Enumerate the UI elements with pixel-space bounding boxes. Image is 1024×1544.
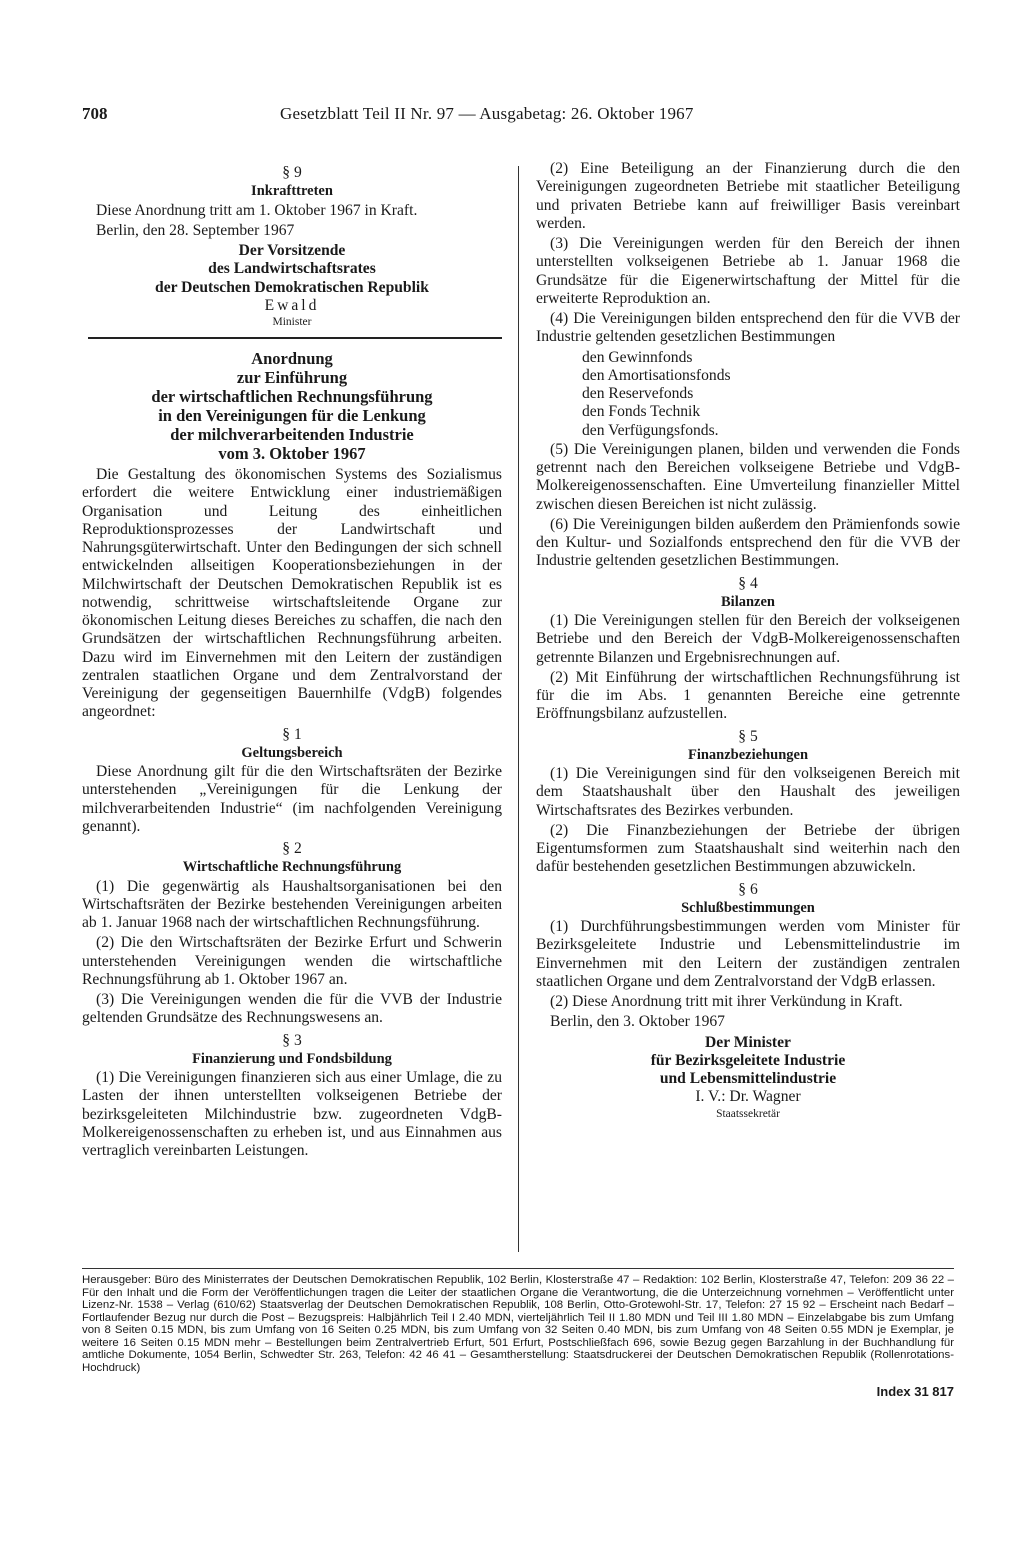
left-column <box>82 160 502 1162</box>
signer-line: Der Minister <box>705 1033 791 1051</box>
page-number: 708 <box>82 104 108 123</box>
paragraph: Diese Anordnung tritt am 1. Oktober 1967 in Kraft. <box>96 201 418 219</box>
section-number: § 6 <box>738 880 758 898</box>
section-number: § 1 <box>282 725 302 743</box>
paragraph: (1) Die Vereinigungen stellen für den Bereich der volkseigenen Betriebe und den Bereich der VdgB-Molkereigenossenschaften getrennte Bilanzen und Ergebnisrechnungen auf. <box>536 612 960 666</box>
paragraph: (5) Die Vereinigungen planen, bilden und verwenden die Fonds getrennt nach den Bereichen volkseigene Betriebe und VdgB-Molkereigenossenschaften. Eine Umverteilung finanzieller Mittel zwischen diesen Bereichen ist nicht zulässig. <box>536 440 960 513</box>
right-column <box>536 160 960 1121</box>
paragraph: (2) Die Finanzbeziehungen der Betriebe der übrigen Eigentumsformen zum Staatshaushalt sind weiterhin nach den dafür bestehenden gesetzlichen Bestimmungen abzuwickeln. <box>536 821 960 876</box>
paragraph: (1) Die Vereinigungen sind für den volkseigenen Bereich mit dem Staatshaushalt über den Haushalt des jeweiligen Wirtschaftsrates des Bezirkes verbunden. <box>536 765 960 819</box>
section-number: § 3 <box>282 1031 302 1049</box>
paragraph: (3) Die Vereinigungen werden für den Bereich der ihnen unterstellten volkseigenen Betriebe ab 1. Januar 1968 die Grundsätze für die Eigenerwirtschaftung der Mittel für die erweiterte Reproduktion an. <box>536 235 960 307</box>
place-date: Berlin, den 3. Oktober 1967 <box>550 1013 725 1031</box>
paragraph: (4) Die Vereinigungen bilden entsprechend den für die VVB der Industrie geltenden gesetzlichen Bestimmungen <box>536 310 960 346</box>
section-title: Finanzbeziehungen <box>687 746 809 763</box>
list-item: den Amortisationsfonds <box>582 366 731 384</box>
running-title: Gesetzblatt Teil II Nr. 97 — Ausgabetag: 26. Oktober 1967 <box>280 104 694 123</box>
paragraph: (2) Diese Anordnung tritt mit ihrer Verkündung in Kraft. <box>550 993 903 1010</box>
title-line: der milchverarbeitenden Industrie <box>170 425 414 444</box>
signer-line: des Landwirtschaftsrates <box>208 260 376 278</box>
document-title <box>82 349 502 463</box>
index-code: Index 31 817 <box>876 1384 954 1399</box>
section-title: Inkrafttreten <box>251 183 333 200</box>
separator-rule <box>88 337 502 339</box>
signer-line: für Bezirksgeleitete Industrie <box>650 1051 846 1069</box>
paragraph: (1) Die gegenwärtig als Haushaltsorganisationen bei den Wirtschaftsräten der Bezirke bestehenden Vereinigungen arbeiten ab 1. Januar 1968 nach der wirtschaftlichen Rechnungsführung. <box>82 877 502 931</box>
section-number: § 4 <box>738 574 758 592</box>
paragraph: (2) Eine Beteiligung an der Finanzierung durch die den Vereinigungen zugeordneten Betriebe mit staatlicher Beteiligung und privaten Betriebe kann auf freiwilliger Basis vereinbart werden. <box>536 160 960 232</box>
list-item: den Fonds Technik <box>582 403 701 421</box>
paragraph: (6) Die Vereinigungen bilden außerdem den Prämienfonds sowie den Kultur- und Sozialfonds entsprechend den für die VVB der Industrie geltenden gesetzlichen Bestimmungen. <box>536 515 960 570</box>
column-divider <box>518 166 519 1252</box>
signer-role: Minister <box>272 316 312 328</box>
title-line: Anordnung <box>251 349 333 368</box>
section-title: Wirtschaftliche Rechnungsführung <box>182 859 402 876</box>
section-title: Schlußbestimmungen <box>681 899 815 916</box>
place-date: Berlin, den 28. September 1967 <box>96 221 295 239</box>
section-title: Geltungsbereich <box>241 744 343 761</box>
preamble: Die Gestaltung des ökonomischen Systems des Sozialismus erfordert die weitere Entwicklung einer industriemäßigen Organisation und Leitung des einheitlichen Reproduktionsprozesses der Landwirtschaft und Nahrungsgüterwirtschaft. Unter den Bedingungen der sich schnell entwickelnden allseitigen Kooperationsbeziehungen in der Milchwirtschaft der Deutschen Demokratischen Republik ist es notwendig, schrittweise wirtschaftsleitende Organe zur ökonomischen Leitung dieses Bereiches zu schaffen, die nach den Grundsätzen der wirtschaftlichen Rechnungsführung arbeiten. Dazu wird im Einvernehmen mit den Leitern der zuständigen zentralen staatlichen Organe und dem Zentralvorstand der Vereinigung der gegenseitigen Bauernhilfe (VdgB) folgendes angeordnet: <box>82 466 502 721</box>
list-item: den Reservefonds <box>582 385 694 402</box>
title-line: der wirtschaftlichen Rechnungsführung <box>151 387 433 406</box>
signer-line: und Lebensmittelindustrie <box>659 1070 837 1087</box>
paragraph: (3) Die Vereinigungen wenden die für die VVB der Industrie geltenden Grundsätze des Rechnungswesens an. <box>82 991 502 1027</box>
fund-list <box>582 349 960 440</box>
signer-name: Ewald <box>264 296 320 314</box>
paragraph: Diese Anordnung gilt für die den Wirtschaftsräten der Bezirke unterstehenden „Vereinigungen für die Lenkung der milchverarbeitenden Industrie“ (im nachfolgenden Vereinigung genannt). <box>82 763 502 835</box>
section-title: Bilanzen <box>721 593 775 610</box>
paragraph: (1) Durchführungsbestimmungen werden vom Minister für Bezirksgeleitete Industrie und Lebensmittelindustrie im Einvernehmen mit den Leitern der zuständigen zentralen staatlichen Organe und dem Zentralvorstand der VdgB erlassen. <box>536 918 960 990</box>
signer-name: I. V.: Dr. Wagner <box>695 1088 801 1106</box>
section-number: § 9 <box>282 164 302 181</box>
imprint: Herausgeber: Büro des Ministerrates der Deutschen Demokratischen Republik, 102 Berlin, Klosterstraße 47 – Redaktion: 102 Berlin, Klosterstraße 47, Telefon: 209 36 22 – Für den Inhalt und die Form der Veröffentlichungen tragen die Leiter der staatlichen Organe die Verantwortung, die die Unterzeichnung vornehmen – Veröffentlicht unter Lizenz-Nr. 1538 – Verlag (610/62) Staatsverlag der Deutschen Demokratischen Republik, 108 Berlin, Otto-Grotewohl-Str. 17, Telefon: 27 15 92 – Erscheint nach Bedarf – Fortlaufender Bezug nur durch die Post – Bezugspreis: Halbjährlich Teil I 2.40 MDN, vierteljährlich Teil II 1.80 MDN und Teil III 1.80 MDN – Einzelabgabe bis zum Umfang von 8 Seiten 0.15 MDN, bis zum Umfang von 16 Seiten 0.25 MDN, bis zum Umfang von 32 Seiten 0.40 MDN, bis zum Umfang von 48 Seiten 0.55 MDN je Exemplar, je weitere 16 Seiten 0.15 MDN mehr – Bestellungen beim Zentralvertrieb Erfurt, 501 Erfurt, Postschließfach 696, sowie Bezug gegen Barzahlung in der Buchhandlung für amtliche Dokumente, 1054 Berlin, Schwedter Str. 263, Telefon: 42 46 41 – Gesamtherstellung: Staatsdruckerei der Deutschen Demokratischen Republik (Rollenrotations-Hochdruck) <box>82 1274 954 1374</box>
title-line: zur Einführung <box>236 368 348 387</box>
paragraph: (1) Die Vereinigungen finanzieren sich aus einer Umlage, die zu Lasten der ihnen unterstellten volkseigenen Betriebe der bezirksgeleiteten Milchindustrie bzw. zugeordneten VdgB-Molkereigenossenschaften zu erheben ist, und aus Einnahmen aus vertraglich vereinbarten Leistungen. <box>82 1069 502 1159</box>
list-item: den Gewinnfonds <box>582 348 693 366</box>
footer-rule <box>82 1268 954 1269</box>
list-item: den Verfügungsfonds. <box>582 421 719 439</box>
signer-line: Der Vorsitzende <box>238 242 346 259</box>
signer-role: Staatssekretär <box>716 1107 780 1120</box>
title-line: in den Vereinigungen für die Lenkung <box>158 406 426 425</box>
paragraph: (2) Die den Wirtschaftsräten der Bezirke Erfurt und Schwerin unterstehenden Vereinigungen wenden die wirtschaftliche Rechnungsführung ab 1. Oktober 1967 an. <box>82 934 502 988</box>
title-line: vom 3. Oktober 1967 <box>218 444 366 463</box>
section-title: Finanzierung und Fondsbildung <box>192 1050 392 1067</box>
section-number: § 5 <box>738 727 758 745</box>
section-number: § 2 <box>282 840 302 857</box>
signer-line: der Deutschen Demokratischen Republik <box>155 278 429 296</box>
paragraph: (2) Mit Einführung der wirtschaftlichen Rechnungsführung ist für die im Abs. 1 genannten Bereiche eine getrennte Eröffnungsbilanz aufzustellen. <box>536 668 960 723</box>
